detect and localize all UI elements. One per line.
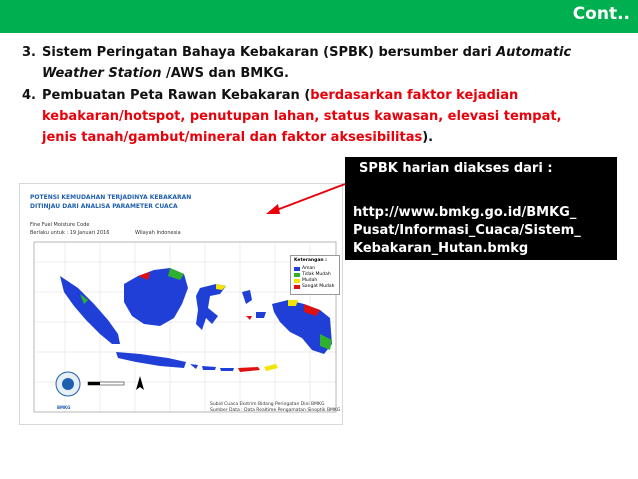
map-subtitle: Fine Fuel Moisture Code	[30, 222, 90, 228]
map-region: Wilayah Indonesia	[135, 230, 181, 236]
item-text-normal: Pembuatan Peta Rawan Kebakaran (	[42, 88, 311, 103]
legend-item	[294, 284, 334, 289]
item-text-italic: Weather Station	[42, 66, 162, 81]
map-legend	[290, 255, 340, 295]
legend-title: Keterangan :	[294, 258, 327, 263]
arrow-icon	[260, 180, 350, 220]
map-footer	[210, 402, 340, 414]
url-line[interactable]: http://www.bmkg.go.id/BMKG_	[353, 205, 577, 220]
item-number: 4.	[22, 88, 36, 103]
legend-swatch	[294, 285, 300, 289]
item-text	[42, 85, 562, 148]
legend-swatch	[294, 279, 300, 283]
item-text-red: berdasarkan faktor kejadian	[310, 88, 519, 103]
map-valid-date	[30, 230, 181, 236]
item-text-normal: ).	[422, 130, 434, 145]
map-graphic	[20, 184, 342, 424]
url-line[interactable]: Kebakaran_Hutan.bmkg	[353, 241, 529, 256]
legend-label: Tidak Mudah	[302, 272, 331, 277]
item-text-red: jenis tanah/gambut/mineral dan faktor aksesibilitas	[42, 130, 423, 145]
legend-item	[294, 278, 317, 283]
legend-item	[294, 272, 331, 277]
legend-swatch	[294, 273, 300, 277]
item-number: 3.	[22, 45, 36, 60]
map-title-line: POTENSI KEMUDAHAN TERJADINYA KEBAKARAN	[30, 194, 192, 201]
url-line[interactable]: Pusat/Informasi_Cuaca/Sistem_	[353, 223, 581, 238]
item-text-normal: Sistem Peringatan Bahaya Kebakaran (SPBK) bersumber dari	[42, 45, 497, 60]
legend-item	[294, 266, 315, 271]
legend-label: Sangat Mudah	[302, 284, 335, 289]
slide-title: Cont..	[572, 4, 630, 24]
map-footer-line: Sumber Data : Data Realtime Pengamatan Sinoptik BMKG	[210, 408, 341, 413]
map-footer-line: Subid Cuaca Ekstrim Bidang Peringatan Dini BMKG	[210, 402, 325, 407]
map-date: Berlaku untuk : 19 Januari 2016	[30, 230, 110, 236]
legend-swatch	[294, 267, 300, 271]
map-title-line: DITINJAU DARI ANALISA PARAMETER CUACA	[30, 203, 178, 210]
header-bar	[0, 0, 638, 33]
bmkg-logo-text: BMKG	[57, 405, 71, 410]
legend-label: Mudah	[302, 278, 318, 283]
legend-label: Aman	[302, 266, 316, 271]
item-text-red: kebakaran/hotspot, penutupan lahan, status kawasan, elevasi tempat,	[42, 109, 562, 124]
map-title	[30, 193, 191, 211]
callout-heading: SPBK harian diakses dari :	[359, 161, 553, 176]
item-text	[42, 42, 571, 84]
item-text-italic: Automatic	[496, 45, 572, 60]
url-callout	[345, 157, 617, 260]
item-text-normal: /AWS dan BMKG.	[161, 66, 289, 81]
